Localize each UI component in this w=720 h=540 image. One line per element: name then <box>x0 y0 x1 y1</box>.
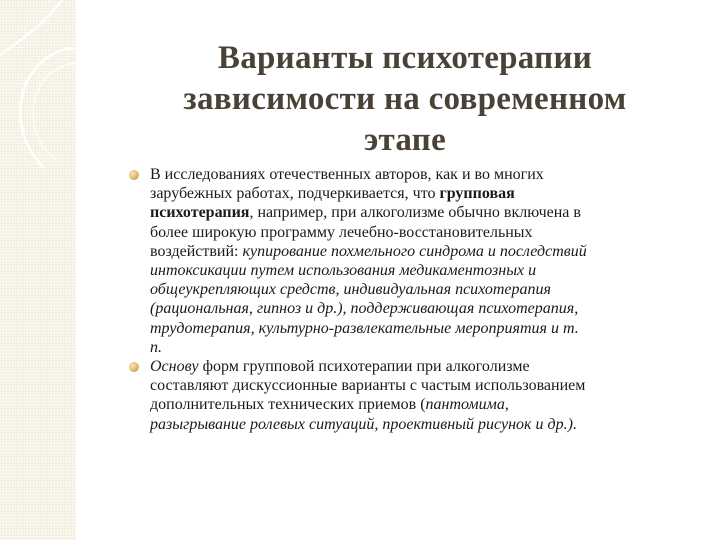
text-line <box>150 242 705 261</box>
text-run: В исследованиях отечественных авторов, как и во многих <box>150 166 544 183</box>
bullet-icon <box>129 362 139 372</box>
text-run: дополнительных технических приемов ( <box>150 396 426 414</box>
text-line <box>150 223 705 242</box>
text-run: пантомима, <box>425 396 509 414</box>
text-line <box>150 203 705 222</box>
text-run: (рациональная, гипноз и др.), поддерживающая психотерапия, <box>150 300 579 318</box>
bullet-list <box>150 165 705 434</box>
text-run: воздействий: <box>150 242 243 260</box>
text-run: купирование похмельного синдрома и последствий <box>242 242 587 260</box>
title-line-2: зависимости на современном <box>183 81 627 117</box>
bullet-icon <box>129 170 139 180</box>
text-run: разыгрывание ролевых ситуаций, проективный рисунок и др.). <box>150 415 577 433</box>
text-line <box>150 299 705 318</box>
title-line-3: этапе <box>363 122 447 158</box>
text-run: п. <box>150 338 162 356</box>
text-line <box>150 280 705 299</box>
text-run: психотерапия <box>150 204 250 222</box>
text-run: составляют дискуссионные варианты с частым использованием <box>150 377 586 395</box>
text-run: форм групповой психотерапии при алкоголизме <box>198 358 530 376</box>
text-line <box>150 338 705 357</box>
text-run: общеукрепляющих средств, индивидуальная психотерапия <box>150 281 551 299</box>
text-run: групповая <box>439 185 515 203</box>
bullet-item-2 <box>150 357 705 434</box>
text-line <box>150 184 705 203</box>
text-run: более широкую программу лечебно-восстановительных <box>150 223 533 241</box>
bullet-item-1 <box>150 165 705 357</box>
text-run: интоксикации путем использования медикаментозных и <box>150 262 537 280</box>
text-line <box>150 165 705 184</box>
text-line <box>150 357 705 376</box>
text-line <box>150 261 705 280</box>
text-run: , например, при алкоголизме обычно включена в <box>249 204 581 222</box>
text-run: Основу <box>150 358 199 376</box>
title-line-1: Варианты психотерапии <box>217 40 593 76</box>
slide-title <box>150 38 660 161</box>
text-line <box>150 319 705 338</box>
text-line <box>150 376 705 395</box>
text-run: трудотерапия, культурно-развлекательные мероприятия и т. <box>150 319 579 337</box>
text-run: зарубежных работах, подчеркивается, что <box>150 185 440 203</box>
text-line <box>150 415 705 434</box>
decorative-arcs <box>0 0 90 180</box>
text-line <box>150 395 705 414</box>
